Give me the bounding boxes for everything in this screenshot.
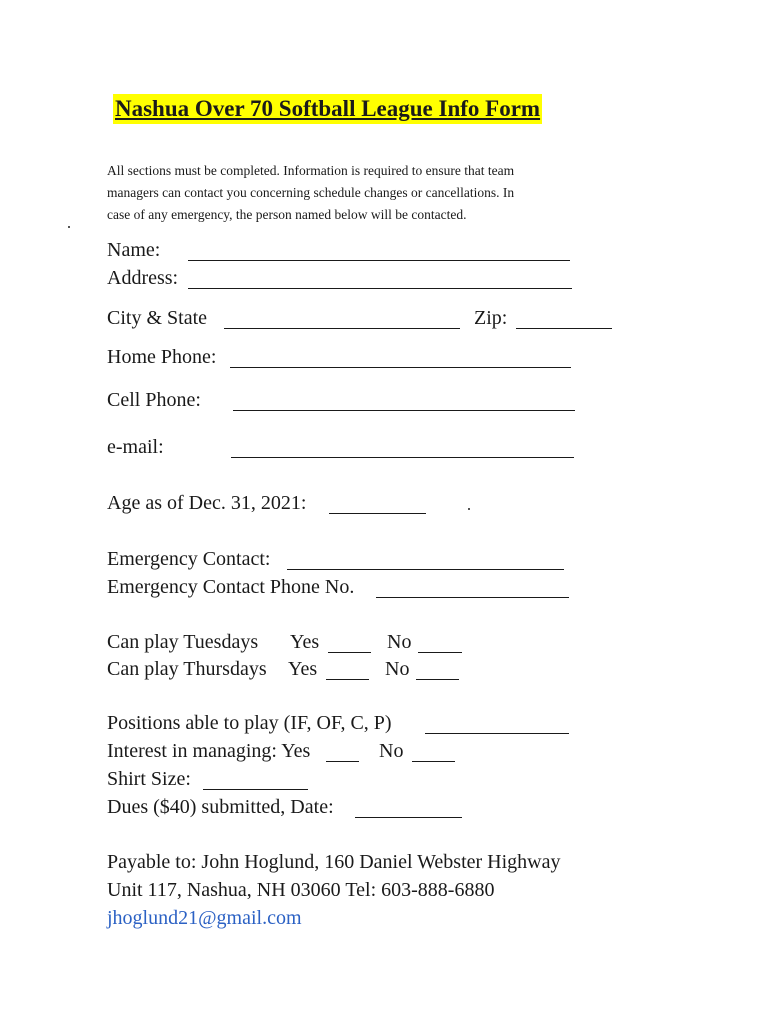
- city-state-label: City & State: [107, 307, 207, 329]
- email-label: e-mail:: [107, 436, 164, 458]
- emergency-phone-field[interactable]: [376, 597, 569, 598]
- age-field[interactable]: [329, 513, 426, 514]
- dues-label: Dues ($40) submitted, Date:: [107, 796, 334, 818]
- stray-dot: [68, 226, 70, 228]
- payable-line-1: Payable to: John Hoglund, 160 Daniel Webster Highway: [107, 851, 561, 873]
- stray-dot: [468, 508, 470, 510]
- address-label: Address:: [107, 267, 179, 289]
- payable-email-link[interactable]: jhoglund21@gmail.com: [107, 907, 302, 929]
- managing-yes-field[interactable]: [326, 761, 359, 762]
- city-state-field[interactable]: [224, 328, 460, 329]
- shirt-size-field[interactable]: [203, 789, 308, 790]
- tuesdays-yes-field[interactable]: [328, 652, 371, 653]
- managing-label: Interest in managing: Yes: [107, 740, 311, 762]
- managing-no-field[interactable]: [412, 761, 455, 762]
- thursdays-yes-field[interactable]: [326, 679, 369, 680]
- emergency-contact-field[interactable]: [287, 569, 564, 570]
- payable-line-2: Unit 117, Nashua, NH 03060 Tel: 603-888-6880: [107, 879, 495, 901]
- intro-line: managers can contact you concerning schedule changes or cancellations. In: [107, 185, 515, 200]
- email-field[interactable]: [231, 457, 574, 458]
- name-label: Name:: [107, 239, 161, 261]
- dues-date-field[interactable]: [355, 817, 462, 818]
- cell-phone-field[interactable]: [233, 410, 575, 411]
- thursdays-yes-label: Yes: [288, 658, 318, 680]
- thursdays-no-field[interactable]: [416, 679, 459, 680]
- cell-phone-label: Cell Phone:: [107, 389, 201, 411]
- intro-line: All sections must be completed. Information is required to ensure that team: [107, 163, 515, 178]
- age-label: Age as of Dec. 31, 2021:: [107, 492, 307, 514]
- positions-label: Positions able to play (IF, OF, C, P): [107, 712, 392, 734]
- name-field[interactable]: [188, 260, 570, 261]
- tuesdays-yes-label: Yes: [290, 631, 320, 653]
- tuesdays-no-field[interactable]: [418, 652, 462, 653]
- shirt-size-label: Shirt Size:: [107, 768, 191, 790]
- positions-field[interactable]: [425, 733, 569, 734]
- zip-field[interactable]: [516, 328, 612, 329]
- intro-line: case of any emergency, the person named below will be contacted.: [107, 207, 467, 222]
- emergency-phone-label: Emergency Contact Phone No.: [107, 576, 355, 598]
- home-phone-label: Home Phone:: [107, 346, 217, 368]
- tuesdays-no-label: No: [387, 631, 412, 653]
- managing-no-label: No: [379, 740, 404, 762]
- thursdays-no-label: No: [385, 658, 410, 680]
- address-field[interactable]: [188, 288, 572, 289]
- emergency-contact-label: Emergency Contact:: [107, 548, 271, 570]
- form-title: Nashua Over 70 Softball League Info Form: [113, 94, 542, 124]
- zip-label: Zip:: [474, 307, 508, 329]
- tuesdays-label: Can play Tuesdays: [107, 631, 259, 653]
- thursdays-label: Can play Thursdays: [107, 658, 267, 680]
- intro-paragraph: [107, 160, 587, 226]
- home-phone-field[interactable]: [230, 367, 571, 368]
